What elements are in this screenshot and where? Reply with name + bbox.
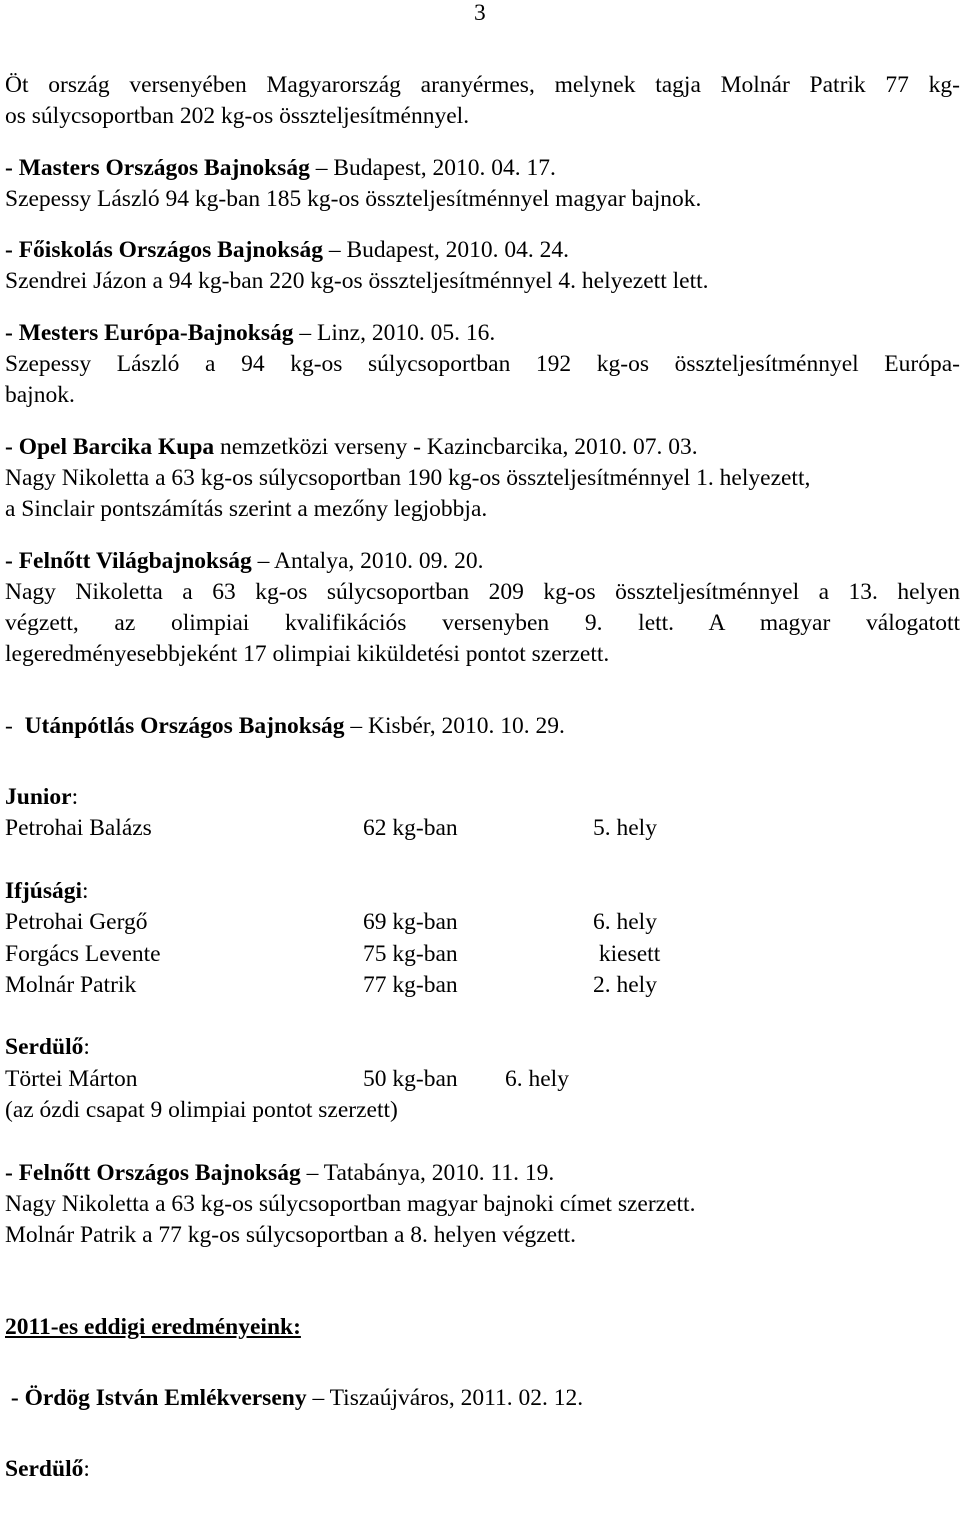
event-details: – Kisbér, 2010. 10. 29. (344, 712, 565, 739)
event-heading (5, 711, 960, 742)
event-title: - Opel Barcika Kupa (5, 433, 215, 460)
event-result: bajnok. (5, 382, 75, 409)
paragraph-line: Öt ország versenyében Magyarország aranyérmes, melynek tagja Molnár Patrik 77 kg- (5, 72, 960, 98)
category-label-serdulo-2011: Serdülő: (5, 1456, 90, 1483)
weight-class: 62 kg-ban (363, 815, 458, 842)
event-result: Nagy Nikoletta a 63 kg-os súlycsoportban 190 kg-os összteljesítménnyel 1. helyezett, (5, 464, 811, 491)
athlete-name: Petrohai Gergő (5, 909, 148, 936)
page-number: 3 (474, 0, 486, 26)
event-result: Nagy Nikoletta a 63 kg-os súlycsoportban 209 kg-os összteljesítménnyel a 13. helyen (5, 578, 960, 605)
event-heading (5, 1158, 960, 1189)
event-details: – Linz, 2010. 05. 16. (293, 319, 496, 346)
event-title: - Főiskolás Országos Bajnokság (5, 237, 323, 264)
event-details: – Tatabánya, 2010. 11. 19. (300, 1159, 555, 1186)
event-heading (5, 235, 960, 266)
weight-class: 77 kg-ban (363, 971, 458, 998)
event-heading (5, 153, 960, 184)
athlete-name: Petrohai Balázs (5, 815, 152, 842)
event-result: Molnár Patrik a 77 kg-os súlycsoportban a 8. helyen végzett. (5, 1222, 577, 1249)
placement: 6. hely (593, 909, 657, 936)
paragraph-line: os súlycsoportban 202 kg-os összteljesítménnyel. (5, 103, 470, 130)
placement: 5. hely (593, 815, 657, 842)
event-result: legeredményesebbjeként 17 olimpiai kiküldetési pontot szerzett. (5, 641, 610, 668)
event-result: Szepessy László 94 kg-ban 185 kg-os összteljesítménnyel magyar bajnok. (5, 185, 702, 212)
result-row (5, 970, 960, 1001)
weight-class: 50 kg-ban (363, 1065, 458, 1092)
event-heading (5, 432, 960, 463)
document-body (5, 70, 960, 1485)
weight-class: 75 kg-ban (363, 940, 458, 967)
event-result: Szepessy László a 94 kg-os súlycsoportban 192 kg-os összteljesítménnyel Európa- (5, 351, 960, 378)
event-result: végzett, az olimpiai kvalifikációs versenyben 9. lett. A magyar válogatott (5, 610, 960, 637)
event-prefix: - (5, 1384, 25, 1411)
event-details: – Budapest, 2010. 04. 24. (322, 237, 570, 264)
event-dash: - (5, 712, 25, 739)
event-heading (5, 318, 960, 349)
event-title: - Mesters Európa-Bajnokság (5, 319, 294, 346)
athlete-name: Törtei Márton (5, 1065, 138, 1092)
result-row (5, 939, 960, 970)
event-details: – Budapest, 2010. 04. 17. (309, 154, 556, 181)
event-details: – Tiszaújváros, 2011. 02. 12. (306, 1384, 584, 1411)
placement: 6. hely (505, 1065, 569, 1092)
category-label-ifjusagi: Ifjúsági: (5, 877, 89, 904)
event-heading (5, 546, 960, 577)
event-details: nemzetközi verseny - Kazincbarcika, 2010. 07. 03. (214, 433, 698, 460)
event-details: – Antalya, 2010. 09. 20. (251, 547, 484, 574)
event-heading (5, 1383, 960, 1414)
event-result: a Sinclair pontszámítás szerint a mezőny legjobbja. (5, 496, 488, 523)
weight-class: 69 kg-ban (363, 909, 458, 936)
result-row (5, 907, 960, 938)
event-title: - Felnőtt Országos Bajnokság (5, 1159, 301, 1186)
event-title: - Felnőtt Világbajnokság (5, 547, 252, 574)
athlete-name: Molnár Patrik (5, 971, 137, 998)
placement: 2. hely (593, 971, 657, 998)
athlete-name: Forgács Levente (5, 940, 161, 967)
category-label-junior: Junior: (5, 784, 79, 811)
team-note: (az ózdi csapat 9 olimpiai pontot szerzett) (5, 1097, 398, 1124)
event-result: Nagy Nikoletta a 63 kg-os súlycsoportban magyar bajnoki címet szerzett. (5, 1190, 696, 1217)
event-title: Ördög István Emlékverseny (24, 1384, 307, 1411)
event-title: - Masters Országos Bajnokság (5, 154, 310, 181)
result-row (5, 813, 960, 844)
category-label-serdulo: Serdülő: (5, 1034, 90, 1061)
event-title: Utánpótlás Országos Bajnokság (24, 712, 345, 739)
result-row (5, 1064, 960, 1095)
section-heading-2011: 2011-es eddigi eredményeink: (5, 1313, 301, 1340)
event-result: Szendrei Jázon a 94 kg-ban 220 kg-os összteljesítménnyel 4. helyezett lett. (5, 268, 709, 295)
placement: kiesett (593, 940, 661, 967)
